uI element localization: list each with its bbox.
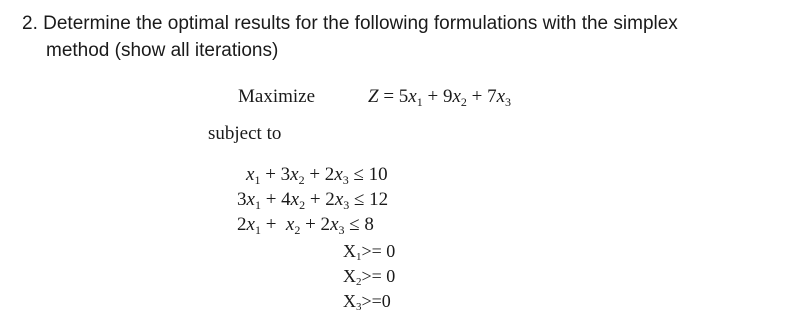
constraint-3-sub1: 1 <box>254 223 261 237</box>
nonneg-x1-rel: >= 0 <box>361 241 396 261</box>
objective-x2: x <box>452 86 461 107</box>
problem-line-2: method (show all iterations) <box>46 40 279 61</box>
constraint-3-var1: x <box>246 214 255 235</box>
objective-sub1: 1 <box>416 95 423 109</box>
problem-number: 2. <box>22 13 38 34</box>
nonneg-x3-sub: 3 <box>356 301 362 313</box>
nonneg-x2-rel: >= 0 <box>361 266 396 286</box>
constraint-3-var2: x <box>285 214 295 235</box>
objective-function <box>368 86 511 108</box>
constraint-1 <box>246 164 388 186</box>
problem-statement <box>22 10 792 64</box>
constraint-1-rhs: ≤ 10 <box>348 164 388 185</box>
constraint-1-var3: x <box>334 164 343 185</box>
constraint-2-coef3: + 2 <box>305 189 335 210</box>
constraint-1-var1: x <box>246 164 255 185</box>
objective-eq: = 5 <box>378 86 409 107</box>
constraint-1-var2: x <box>290 164 299 185</box>
nonneg-x1-var: X <box>343 241 356 261</box>
constraint-3-sub2: 2 <box>294 223 301 237</box>
nonneg-x2-sub: 2 <box>356 276 362 288</box>
constraint-1-sub3: 3 <box>342 173 349 187</box>
nonneg-x3-rel: >=0 <box>361 291 391 311</box>
constraint-1-sub2: 2 <box>298 173 305 187</box>
constraint-3-coef2: + <box>260 214 286 235</box>
constraint-2-coef2: + 4 <box>260 189 291 210</box>
subject-to-label: subject to <box>208 123 282 144</box>
constraint-2-sub3: 3 <box>343 198 350 212</box>
nonneg-x1-sub: 1 <box>356 251 362 263</box>
nonneg-x2-var: X <box>343 266 356 286</box>
constraint-2-sub1: 1 <box>254 198 261 212</box>
constraint-3-var3: x <box>330 214 339 235</box>
objective-z: Z <box>368 86 379 107</box>
constraint-3 <box>237 214 374 236</box>
problem-line-1: Determine the optimal results for the following formulations with the simplex <box>43 13 678 34</box>
constraint-1-coef2: + 3 <box>260 164 291 185</box>
objective-sub3: 3 <box>505 95 512 109</box>
constraint-2-sub2: 2 <box>299 198 306 212</box>
nonneg-x2 <box>343 266 395 287</box>
constraint-2-var1: x <box>246 189 255 210</box>
constraint-2 <box>237 189 388 211</box>
objective-sub2: 2 <box>460 95 467 109</box>
maximize-label: Maximize <box>238 86 316 107</box>
constraint-3-coef3: + 2 <box>300 214 331 235</box>
objective-plus2: + 7 <box>466 86 497 107</box>
constraint-1-sub1: 1 <box>254 173 261 187</box>
constraint-3-sub3: 3 <box>338 223 345 237</box>
nonneg-x1 <box>343 241 395 262</box>
constraint-2-rhs: ≤ 12 <box>349 189 389 210</box>
constraint-3-coef1: 2 <box>237 214 247 235</box>
objective-x1: x <box>408 86 417 107</box>
nonneg-x3 <box>343 291 391 312</box>
constraint-1-coef3: + 2 <box>304 164 335 185</box>
constraint-2-var3: x <box>334 189 344 210</box>
objective-x3: x <box>496 86 506 107</box>
constraint-2-var2: x <box>290 189 300 210</box>
constraint-3-rhs: ≤ 8 <box>344 214 374 235</box>
objective-plus1: + 9 <box>422 86 453 107</box>
constraint-2-coef1: 3 <box>237 189 247 210</box>
nonneg-x3-var: X <box>343 291 356 311</box>
